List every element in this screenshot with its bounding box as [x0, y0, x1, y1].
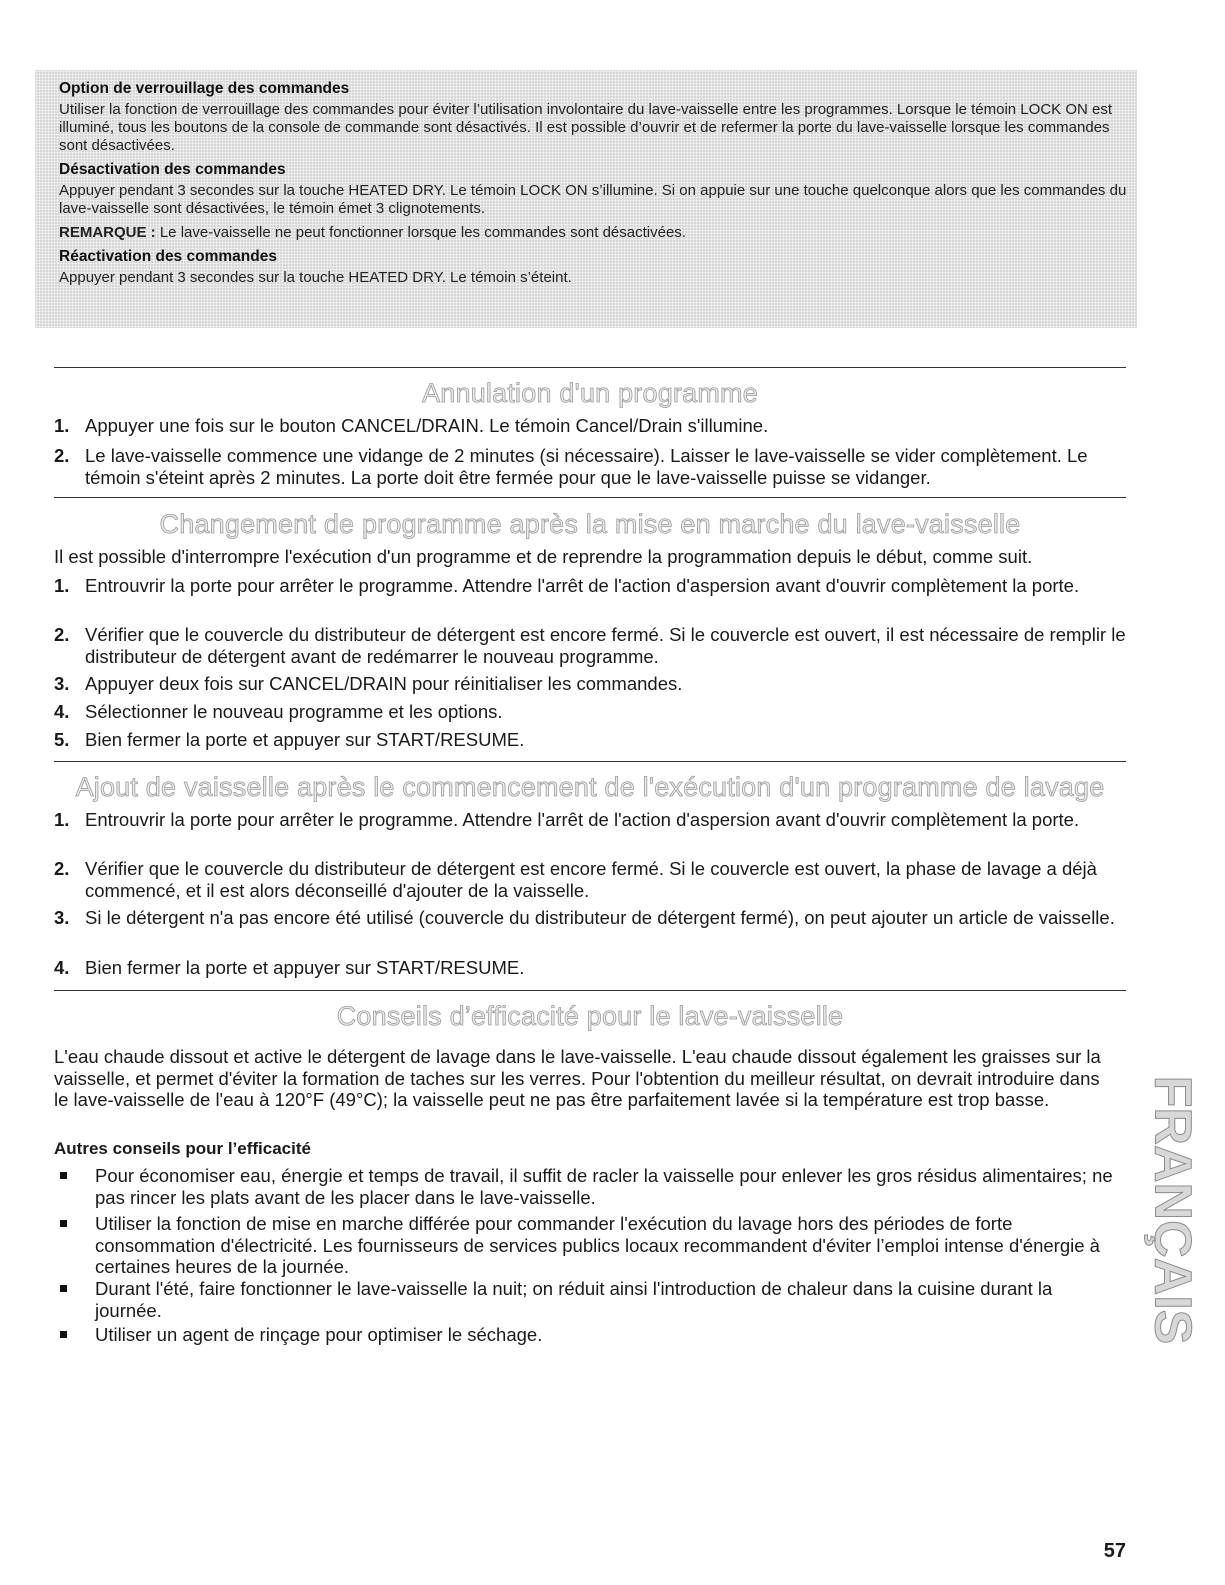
tip-text: Utiliser la fonction de mise en marche différée pour commander l'exécution du lavage hors des périodes de forte consommation d'électricité. Les fournisseurs de services publics locaux recommandent d'éviter l’emploi intense d'énergie à certaines heures de la journée.	[95, 1213, 1100, 1277]
step-number: 1.	[54, 415, 70, 436]
language-side-tab	[1143, 1075, 1202, 1345]
add-step	[54, 809, 1126, 831]
step-text: Vérifier que le couvercle du distributeur de détergent est encore fermé. Si le couvercle est ouvert, la phase de lavage a déjà commencé, et il est alors déconseillé d'ajouter de la vaisselle.	[85, 858, 1097, 901]
tips-heading: Conseils d’efficacité pour le lave-vaisselle	[336, 1001, 844, 1031]
tip-bullet	[54, 1213, 1114, 1278]
step-number: 2.	[54, 858, 70, 879]
change-step	[54, 575, 1126, 597]
note-label: REMARQUE :	[59, 224, 156, 241]
language-label: FRANÇAIS	[1143, 1075, 1202, 1345]
step-text: Entrouvrir la porte pour arrêter le programme. Attendre l'arrêt de l'action d'aspersion avant d'ouvrir complètement la porte.	[85, 809, 1080, 830]
step-text: Appuyer deux fois sur CANCEL/DRAIN pour réinitialiser les commandes.	[85, 673, 683, 694]
tip-text: Durant l'été, faire fonctionner le lave-vaisselle la nuit; on réduit ainsi l'introduction de chaleur dans la cuisine durant la journée.	[95, 1278, 1053, 1321]
step-number: 3.	[54, 673, 70, 694]
add-heading: Ajout de vaisselle après le commencement de l'exécution d'un programme de lavage	[75, 772, 1105, 802]
bullet-square	[60, 1331, 67, 1338]
reactivate-title: Réactivation des commandes	[59, 248, 277, 265]
lock-box-title: Option de verrouillage des commandes	[59, 80, 350, 97]
step-number: 2.	[54, 445, 70, 466]
bullet-square	[60, 1172, 67, 1179]
tip-text: Utiliser un agent de rinçage pour optimiser le séchage.	[95, 1324, 543, 1345]
step-text: Vérifier que le couvercle du distributeur de détergent est encore fermé. Si le couvercle est ouvert, il est nécessaire de remplir le distributeur de détergent avant de redémarrer le nouveau programme.	[85, 624, 1126, 667]
deactivate-text: Appuyer pendant 3 secondes sur la touche HEATED DRY. Le témoin LOCK ON s’illumine. Si on appuie sur une touche quelconque alors que les commandes du lave-vaisselle sont désactivées, le témoin émet 3 clignotements.	[59, 182, 1127, 217]
step-number: 4.	[54, 957, 70, 978]
add-step	[54, 907, 1126, 929]
change-heading: Changement de programme après la mise en marche du lave-vaisselle	[159, 509, 1021, 539]
cancel-step	[54, 445, 1126, 488]
step-number: 1.	[54, 575, 70, 596]
tips-subheading: Autres conseils pour l’efficacité	[54, 1139, 311, 1158]
step-number: 4.	[54, 701, 70, 722]
step-text: Bien fermer la porte et appuyer sur START/RESUME.	[85, 729, 525, 750]
lock-box-intro: Utiliser la fonction de verrouillage des commandes pour éviter l’utilisation involontaire du lave-vaisselle entre les programmes. Lorsque le témoin LOCK ON est illuminé, tous les boutons de la console de commande sont désactivés. Il est possible d’ouvrir et de refermer la porte du lave-vaisselle lorsque les commandes sont désactivées.	[59, 101, 1112, 154]
reactivate-text: Appuyer pendant 3 secondes sur la touche HEATED DRY. Le témoin s’éteint.	[59, 269, 572, 286]
change-step	[54, 729, 1126, 751]
step-text: Sélectionner le nouveau programme et les options.	[85, 701, 503, 722]
tip-bullet	[54, 1324, 1114, 1346]
step-number: 5.	[54, 729, 70, 750]
cancel-step	[54, 415, 1126, 437]
lock-option-box	[35, 70, 1137, 328]
step-text: Le lave-vaisselle commence une vidange de 2 minutes (si nécessaire). Laisser le lave-vaisselle se vider complètement. Le témoin s'éteint après 2 minutes. La porte doit être fermée pour que le lave-vaisselle puisse se vidanger.	[85, 445, 1088, 488]
change-intro: Il est possible d'interrompre l'exécution d'un programme et de reprendre la programmation depuis le début, comme suit.	[54, 546, 1033, 567]
step-number: 1.	[54, 809, 70, 830]
step-text: Entrouvrir la porte pour arrêter le programme. Attendre l'arrêt de l'action d'aspersion avant d'ouvrir complètement la porte.	[85, 575, 1080, 596]
change-step	[54, 624, 1126, 667]
note	[59, 224, 1129, 242]
bullet-square	[60, 1285, 67, 1292]
tips-intro: L'eau chaude dissout et active le détergent de lavage dans le lave-vaisselle. L'eau chaude dissout également les graisses sur la vaisselle, et permet d'éviter la formation de taches sur les verres. Pour l'obtention du meilleur résultat, on devrait introduire dans le lave-vaisselle de l'eau à 120°F (49°C); la vaisselle peut ne pas être parfaitement lavée si la température est trop basse.	[54, 1046, 1101, 1110]
page-number: 57	[1103, 1540, 1126, 1562]
change-step	[54, 701, 1126, 723]
step-number: 2.	[54, 624, 70, 645]
step-text: Appuyer une fois sur le bouton CANCEL/DRAIN. Le témoin Cancel/Drain s'illumine.	[85, 415, 769, 436]
section-divider	[54, 367, 1126, 368]
bullet-square	[60, 1220, 67, 1227]
step-text: Si le détergent n'a pas encore été utilisé (couvercle du distributeur de détergent fermé), on peut ajouter un article de vaisselle.	[85, 907, 1115, 928]
section-divider	[54, 497, 1126, 498]
tip-bullet	[54, 1278, 1114, 1321]
section-divider	[54, 990, 1126, 991]
step-number: 3.	[54, 907, 70, 928]
tip-text: Pour économiser eau, énergie et temps de travail, il suffit de racler la vaisselle pour enlever les gros résidus alimentaires; ne pas rincer les plats avant de les placer dans le lave-vaisselle.	[95, 1165, 1113, 1208]
change-step	[54, 673, 1126, 695]
deactivate-title: Désactivation des commandes	[59, 161, 286, 178]
section-divider	[54, 761, 1126, 762]
add-step	[54, 858, 1126, 901]
step-text: Bien fermer la porte et appuyer sur START/RESUME.	[85, 957, 525, 978]
add-step	[54, 957, 1126, 979]
tip-bullet	[54, 1165, 1114, 1208]
cancel-heading: Annulation d'un programme	[422, 378, 758, 408]
note-text: Le lave-vaisselle ne peut fonctionner lorsque les commandes sont désactivées.	[155, 224, 686, 241]
